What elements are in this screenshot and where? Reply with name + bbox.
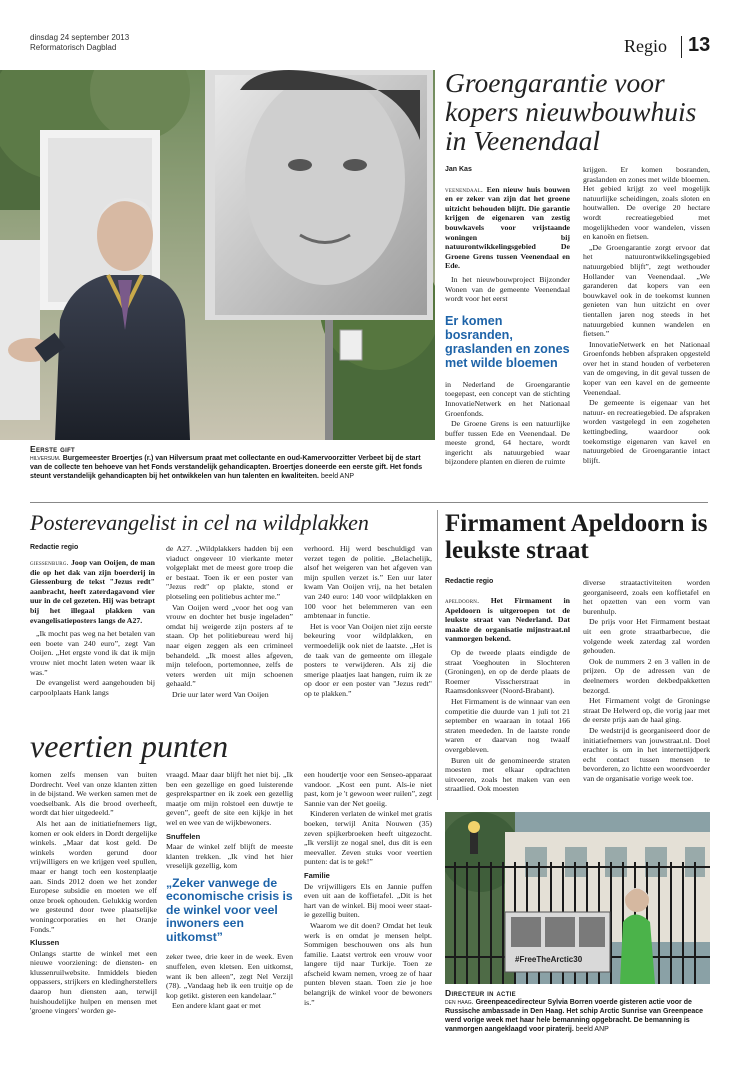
byline: Jan Kas	[445, 166, 472, 173]
article-column	[445, 165, 570, 468]
article-paragraph: De prijs voor Het Firmament bestaat uit een grote straatbarbecue, die volgende week zaterdag zal worden gehouden.	[583, 617, 710, 656]
article-paragraph: Het is voor Van Ooijen niet zijn eerste bekeuring voor wildplakken, en vermoedelijk ook niet de laatste. „Het is de taak van de gemeente om illegale posters te verwijderen. Als zij die smerige plaatjes laat hangen, ruim ik ze op door er een poster van "Jezus redt" op te plakken.”	[304, 621, 432, 698]
article-paragraph: Het Firmament is de winnaar van een competitie die duurde van 1 juli tot 21 september en waaraan in totaal 166 straten meededen. In de laatste ronde waren er daarvan nog twaalf overgebleven.	[445, 696, 570, 754]
article-paragraph: Waarom we dit doen? Omdat het leuk werk is en omdat je mensen helpt. Sommigen beschouwen ons als hun familie. Laatst vertrok een vrouw voor langere tijd naar Turkije. Toen ze afscheid kwam nemen, vroeg ze of haar punten bleven staan. Toen zie je hoe belangrijk de winkel voor de bewoners is.”	[304, 920, 432, 1007]
subhead: Familie	[304, 870, 330, 880]
article-paragraph: InnovatieNetwerk en het Nationaal Groenfonds hebben afspraken opgesteld over het in stand houden of verbeteren van de omgeving, in dit geval tussen de koper van een kavel en de gemeente Veenendaal.	[583, 339, 710, 397]
article-paragraph: in Nederland de Groengarantie toegepast, een concept van de stichting InnovatieNetwerk en het Nationaal Groenfonds.	[445, 379, 570, 418]
header-date: dinsdag 24 september 2013	[30, 33, 130, 42]
subhead: Snuffelen	[166, 831, 201, 841]
article-paragraph: verhoord. Hij werd beschuldigd van verzet tegen de politie. „Belachelijk, alsof het weigeren van het afgeven van mijn spullen verzet is.” Een uur later kwam Van Ooijen vrij, na het betalen van 240 euro: 140 voor wildplakken en 100 voor het belemmeren van een ambtenaar in functie.	[304, 544, 432, 621]
byline: Redactie regio	[445, 578, 494, 585]
article-paragraph: Drie uur later werd Van Ooijen	[172, 689, 269, 699]
article-paragraph: Het Firmament volgt de Groningse straat De Helwerd op, die vorig jaar met de eerste prijs aan de haal ging.	[583, 696, 710, 725]
caption-title: Eerste gift	[30, 444, 75, 454]
article-headline: veertien punten	[30, 728, 229, 764]
article-column	[583, 165, 710, 466]
photo-greenpeace-illustration	[445, 812, 710, 984]
article-paragraph: Van Ooijen werd „voor het oog van vrouw en dochter het busje ingeladen” omdat hij weigerde zijn posters af te staan. Op het politiebureau werd hij naar eigen zeggen als een crimineel behandeld. „Ik moest alles afgeven, mijn telefoon, portemonnee, zelfs de veters werden uit mijn schoenen gehaald.”	[166, 602, 293, 689]
caption-text: Burgemeester Broertjes (r.) van Hilversum praat met collectante en oud-Kamervoorzitter Verbeet bij de start van de collecte ten behoeve van het Fonds verstandelijk gehandicapten. Broertjes doneerde een eerste gift. Het fonds steunt verstandelijk gehandicapten bij het ontwikkelen van hun talenten en kwaliteiten.	[30, 455, 423, 480]
header-date-block	[30, 33, 129, 53]
caption-dateline: den haag.	[445, 999, 474, 1006]
article-column	[166, 770, 293, 1012]
article-paragraph: diverse straatactiviteiten worden georganiseerd, zoals een koffietafel en het opzetten van een vorm van burenhulp.	[583, 578, 710, 616]
article-paragraph: Op de tweede plaats eindigde de straat Voeghouten in Slochteren (Groningen), en op de derde plaats de Roemer Visscherstraat in Raamsdonksveer (Noord-Brabant).	[445, 647, 570, 696]
caption-text-block	[445, 998, 710, 1034]
article-paragraph: „De Groengarantie zorgt ervoor dat het natuurontwikkelingsgebied natuurgebied blijft”, zegt wethouder Hollander van Veenendaal. „We garanderen dat kopers van een bouwkavel ook in de toekomst kunnen genieten van hun uitzicht en over tientallen jaren nog steeds in het natuurgebied kunnen wandelen en fietsen.”	[583, 242, 710, 339]
article-paragraph: een houdertje voor een Senseo-apparaat vandoor. „Kost een punt. Als-ie niet past, kom je 't gewoon weer ruilen”, zegt Sannie van der Net goeiig.	[304, 770, 432, 808]
subhead: Klussen	[30, 938, 60, 948]
header-separator	[681, 36, 682, 58]
caption-dateline: hilversum.	[30, 455, 61, 462]
dateline: giessenburg.	[30, 558, 69, 567]
article-column	[30, 770, 157, 1017]
article-lead: Joop van Ooijen, de man die op het dak van zijn boerderij in Giessenburg de tekst "Jezus redt" aanbracht, heeft zaterdagavond vier uur in de cel gezeten. Hij was betrapt bij het illegaal plakken van evangelisatieposters langs de A27.	[30, 558, 155, 625]
article-headline: Posterevangelist in cel na wildplakken	[30, 510, 369, 535]
article-column	[304, 770, 432, 1008]
article-paragraph: Als het aan de initiatiefnemers ligt, komen er ook elders in Dordt dergelijke winkels. „Maar dat kost geld. De winkels worden gerund door vrijwilligers en we krijgen veel spullen, maar er hangt toch een kostenplaatje aan. Sinds 2012 doen we het zonder Europese subsidie en moeten we elf onze broek ophouden. Gelukkig worden we gesteund door twee plaatselijke woningcorporaties en het Oranje Fonds.”	[30, 818, 157, 934]
photo-mayor-illustration	[0, 70, 435, 440]
caption-credit: beeld ANP	[320, 473, 355, 480]
article-headline: Firmament Apeldoorn is leukste straat	[445, 510, 708, 564]
article-paragraph: Onlangs startte de winkel met een nieuwe voorziening: de diensten- en klussenruilwebsite. Inmiddels bieden oppassers, strijkers en kledingherstellers daarop hun diensten aan, terwijl huishoudelijke hulpen en mensen met 'groene vingers' worden ge-	[30, 948, 157, 1016]
photo-greenpeace-caption	[445, 988, 710, 1034]
article-paragraph: De evangelist werd aangehouden bij carpoolplaats Hank langs	[30, 678, 155, 697]
caption-credit: beeld ANP	[575, 1026, 609, 1033]
article-paragraph: de A27. „Wildplakkers hadden bij een viaduct ongeveer 10 vierkante meter volgeplakt met de meest gore troep die er bestaat. Toen ik er een poster van "Jezus redt" op plakte, stond er plotseling een politiebus achter me.”	[166, 544, 293, 601]
article-paragraph: komen zelfs mensen van buiten Dordrecht. Veel van onze klanten zitten in de bijstand. We werken samen met de voedselbank. Als die brood overheeft, wordt dat hier uitgedeeld.”	[30, 770, 157, 818]
article-column	[304, 544, 432, 700]
dateline: veenendaal.	[445, 184, 484, 194]
banner-text: #FreeTheArctic30	[515, 955, 583, 964]
article-paragraph: In het nieuwbouwproject Bijzonder Wonen van de gemeente Veenendaal wordt voor het eerst	[445, 274, 570, 304]
article-paragraph: vraagd. Maar daar blijft het niet bij. „Ik ben een gezellige en goed luisterende gesprekspartner en ik zoek een gezellig maatje om mijn rolstoel een duwtje te geven”, geeft de site een kijkje in het wel en wee van de wijkbewoners.	[166, 770, 293, 827]
column-divider	[437, 510, 438, 800]
caption-text-block	[30, 454, 432, 481]
pull-quote: Er komen bosranden, graslanden en zones met wilde bloemen	[445, 313, 570, 370]
article-paragraph: De Groene Grens is een natuurlijke buffer tussen Ede en Veenendaal. De meeste grond, 64 hectare, wordt ingericht als natuurgebied waar bijzondere planten en dieren de ruimte	[445, 419, 570, 467]
article-headline: Groengarantie voor kopers nieuwbouwhuis in Veenendaal	[445, 67, 697, 156]
header-paper: Reformatorisch Dagblad	[30, 43, 117, 52]
article-paragraph: Ook de nummers 2 en 3 vallen in de prijzen. Op de adressen van de deelnemers worden dekbedpakketten bezorgd.	[583, 656, 710, 695]
article-lead: Het Firmament in Apeldoorn is uitgeroepen tot de leukste straat van Nederland. Dat maakte de organisatie mijnstraat.nl vanmorgen bekend.	[445, 596, 571, 644]
article-paragraph: De vrijwilligers Els en Jannie puffen even uit aan de koffietafel. „Dit is het hart van de winkel. Bij mooi weer staat-ie gezellig buiten.	[304, 881, 432, 920]
dateline: apeldoorn.	[445, 596, 480, 605]
article-paragraph: Een andere klant gaat er met	[172, 1001, 261, 1011]
divider	[30, 502, 708, 503]
article-column	[445, 596, 570, 795]
section-name: Regio	[624, 36, 667, 56]
photo-mayor	[0, 70, 435, 440]
article-paragraph: Maar de winkel zelf blijft de meeste klanten trekken. „Ik vind het hier vreselijk gezellig, kom	[166, 842, 293, 871]
article-paragraph: De wedstrijd is georganiseerd door de initiatiefnemers van jouwstraat.nl. Doel erachter is om in het internettijdperk echt contact tussen mensen te bevorderen, zo lichtte een woordvoerder van de organisatie vorige week toe.	[583, 725, 710, 783]
article-paragraph: „Ik mocht pas weg na het betalen van een boete van 240 euro”, zegt Van Ooijen. „Het ergste vond ik dat ik mijn vrouw niet mocht laten weten waar ik was.”	[30, 629, 155, 677]
article-column	[30, 558, 155, 698]
photo-mayor-caption	[30, 444, 432, 481]
article-column	[166, 544, 293, 701]
caption-text: Greenpeacedirecteur Sylvia Borren voerde gisteren actie voor de Russische ambassade in Den Haag. Het schip Arctic Sunrise van Greenpeace werd vorige week met haar hele bemanning opgebracht. De bemanning is vanmorgen aangeklaagd voor piraterij.	[445, 999, 704, 1033]
article-column	[583, 578, 710, 784]
article-paragraph: zeker twee, drie keer in de week. Even snuffelen, even kletsen. Een uitkomst, want ik ben alleen”, zegt Nel Verzijl (78). „Vandaag heb ik een truitje op de kop getikt. gisteren een kandelaar.”	[166, 952, 293, 1000]
page-number: 13	[688, 34, 711, 56]
pull-quote: „Zeker vanwege de economische crisis is de winkel voor veel inwoners een uitkomst”	[166, 875, 293, 944]
byline: Redactie regio	[30, 544, 79, 551]
article-paragraph: Buren uit de genomineerde straten moesten met elkaar opdrachten uitvoeren, zoals het maken van een straatlied. Ook moesten	[445, 755, 570, 794]
caption-title: Directeur in actie	[445, 988, 516, 998]
article-paragraph: Kinderen verlaten de winkel met gratis boeken, terwijl Anita Nouwen (35) zeven spijkerbroeken heeft uitgezocht. „Ik verslijt ze nogal snel, dus dit is een meevaller. Zeven stuks voor veertien punten: dat is te gek!”	[304, 809, 432, 867]
article-lead: Een nieuw huis bouwen en er zeker van zijn dat het groene uitzicht behouden blijft. Die garantie krijgen de eigenaren van zestig bouwkavels voor vrijstaande woningen bij natuurontwikkelingsgebied De Groene Grens tussen Veenendaal en Ede.	[445, 184, 570, 271]
article-paragraph: De gemeente is eigenaar van het natuur- en recreatiegebied. De afspraken worden vastgelegd in een zogeheten kettingbeding, waardoor ook toekomstige eigenaren van kavel en natuurgebied de Groengarantie intact blijft.	[583, 398, 710, 465]
article-paragraph: krijgen. Er komen bosranden, graslanden en zones met wilde bloemen. Het gebied krijgt zo veel mogelijk natuurlijke scheidingen, zoals sloten en houtwallen. De overige 20 hectare wordt recreatiegebied met mogelijkheden voor wandelen, vissen en kanoën en fietsen.	[583, 165, 710, 242]
photo-greenpeace	[445, 812, 710, 984]
